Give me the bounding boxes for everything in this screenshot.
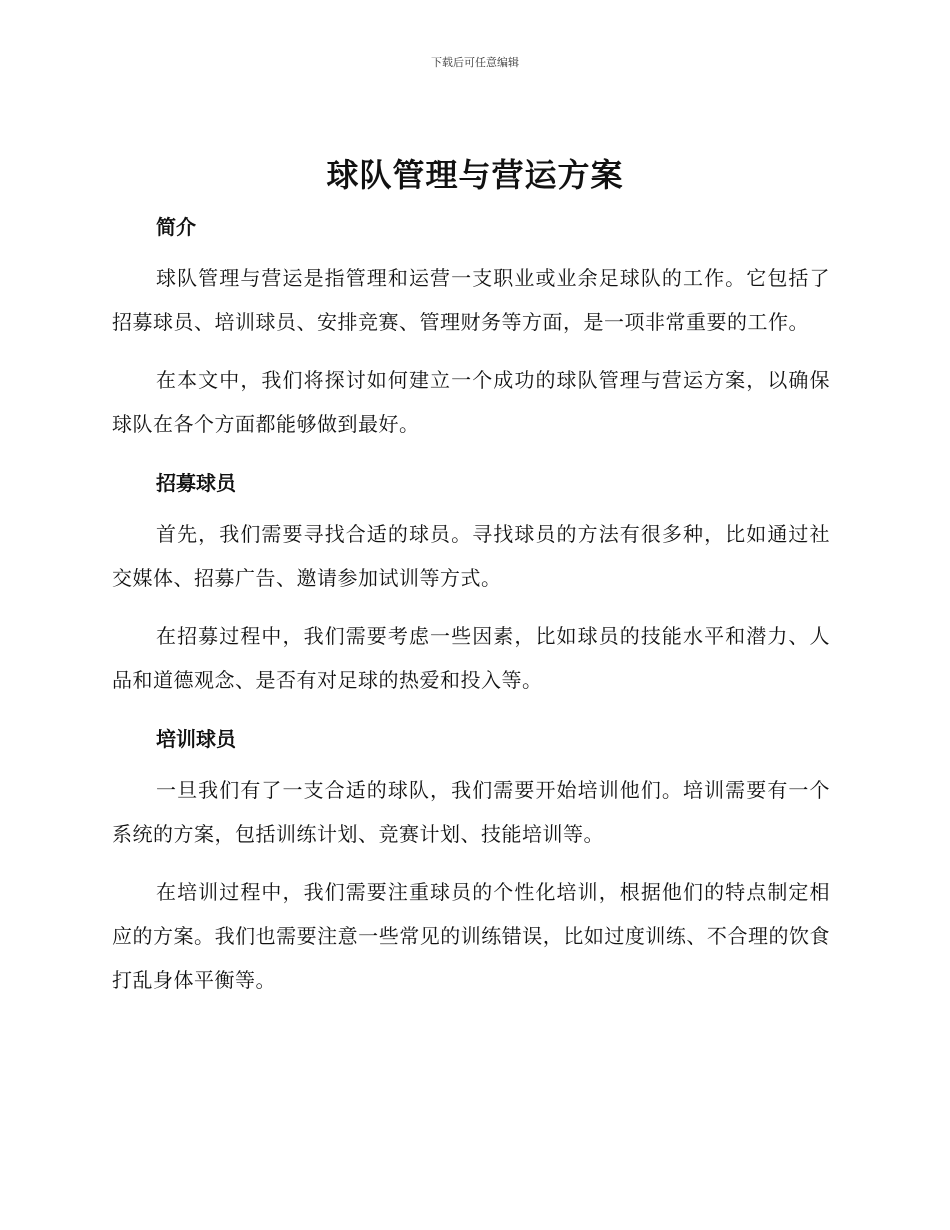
paragraph: 在本文中，我们将探讨如何建立一个成功的球队管理与营运方案，以确保球队在各个方面都能够做到最好。: [112, 368, 830, 436]
paragraph: 一旦我们有了一支合适的球队，我们需要开始培训他们。培训需要有一个系统的方案，包括训练计划、竞赛计划、技能培训等。: [112, 778, 830, 846]
paragraph: 在招募过程中，我们需要考虑一些因素，比如球员的技能水平和潜力、人品和道德观念、是否有对足球的热爱和投入等。: [112, 624, 830, 692]
paragraph: 球队管理与营运是指管理和运营一支职业或业余足球队的工作。它包括了招募球员、培训球员、安排竞赛、管理财务等方面，是一项非常重要的工作。: [112, 266, 830, 334]
section-heading-intro: 简介: [156, 215, 196, 239]
header-note: 下载后可任意编辑: [431, 56, 519, 69]
paragraph: 首先，我们需要寻找合适的球员。寻找球员的方法有很多种，比如通过社交媒体、招募广告、邀请参加试训等方式。: [112, 522, 830, 590]
section-heading-recruit: 招募球员: [156, 471, 236, 495]
document-body: [112, 200, 830, 1002]
section-heading-training: 培训球员: [156, 727, 236, 751]
document-title: 球队管理与营运方案: [326, 156, 624, 194]
paragraph: 在培训过程中，我们需要注重球员的个性化培训，根据他们的特点制定相应的方案。我们也需要注意一些常见的训练错误，比如过度训练、不合理的饮食打乱身体平衡等。: [112, 880, 830, 992]
